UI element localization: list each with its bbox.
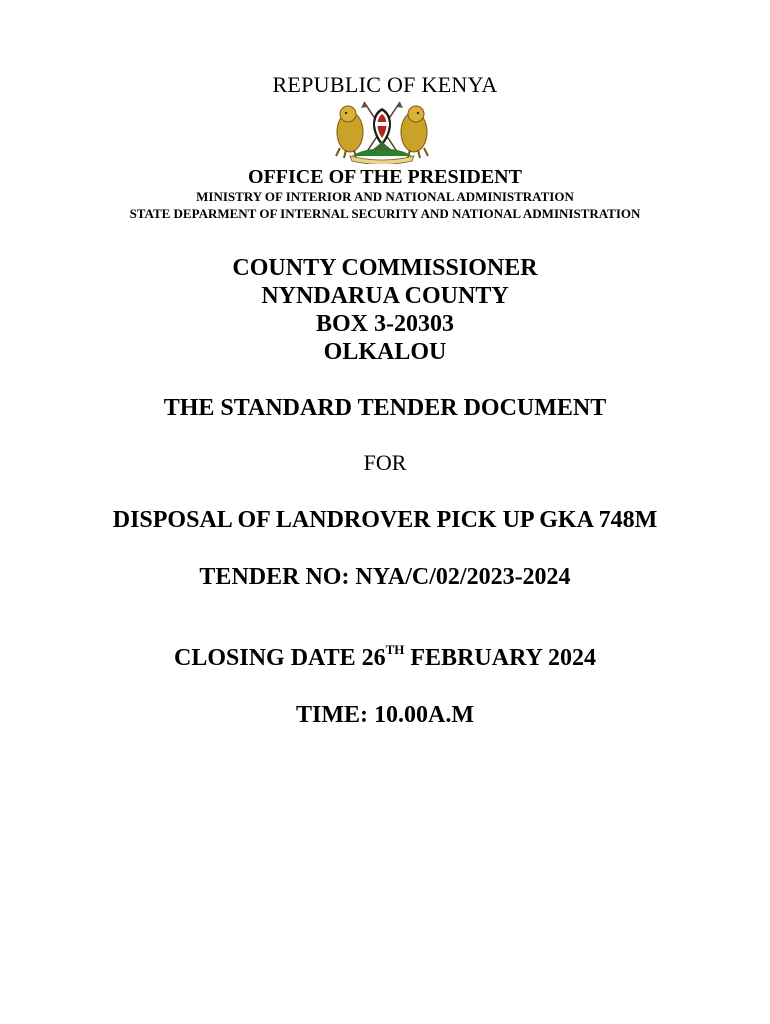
address-county: NYNDARUA COUNTY [261, 283, 509, 309]
office-heading: OFFICE OF THE PRESIDENT [248, 166, 522, 188]
document-title: THE STANDARD TENDER DOCUMENT [163, 395, 607, 421]
state-department-line: STATE DEPARMENT OF INTERNAL SECURITY AND NATIONAL ADMINISTRATION [129, 206, 641, 221]
closing-date [0, 642, 770, 671]
closing-date-prefix: CLOSING DATE 26 [174, 645, 386, 671]
kenya-coat-of-arms-icon [330, 98, 434, 164]
closing-time: TIME: 10.00A.M [296, 702, 474, 728]
ministry-line: MINISTRY OF INTERIOR AND NATIONAL ADMINISTRATION [196, 189, 574, 204]
closing-date-suffix: FEBRUARY 2024 [404, 645, 596, 671]
tender-subject: DISPOSAL OF LANDROVER PICK UP GKA 748M [112, 507, 658, 533]
address-box: BOX 3-20303 [316, 311, 454, 337]
closing-date-ordinal: TH [385, 642, 405, 657]
country-heading: REPUBLIC OF KENYA [272, 72, 498, 97]
for-label: FOR [363, 450, 407, 475]
address-town: OLKALOU [323, 339, 447, 365]
tender-number: TENDER NO: NYA/C/02/2023-2024 [199, 564, 571, 590]
address-title: COUNTY COMMISSIONER [232, 255, 538, 281]
